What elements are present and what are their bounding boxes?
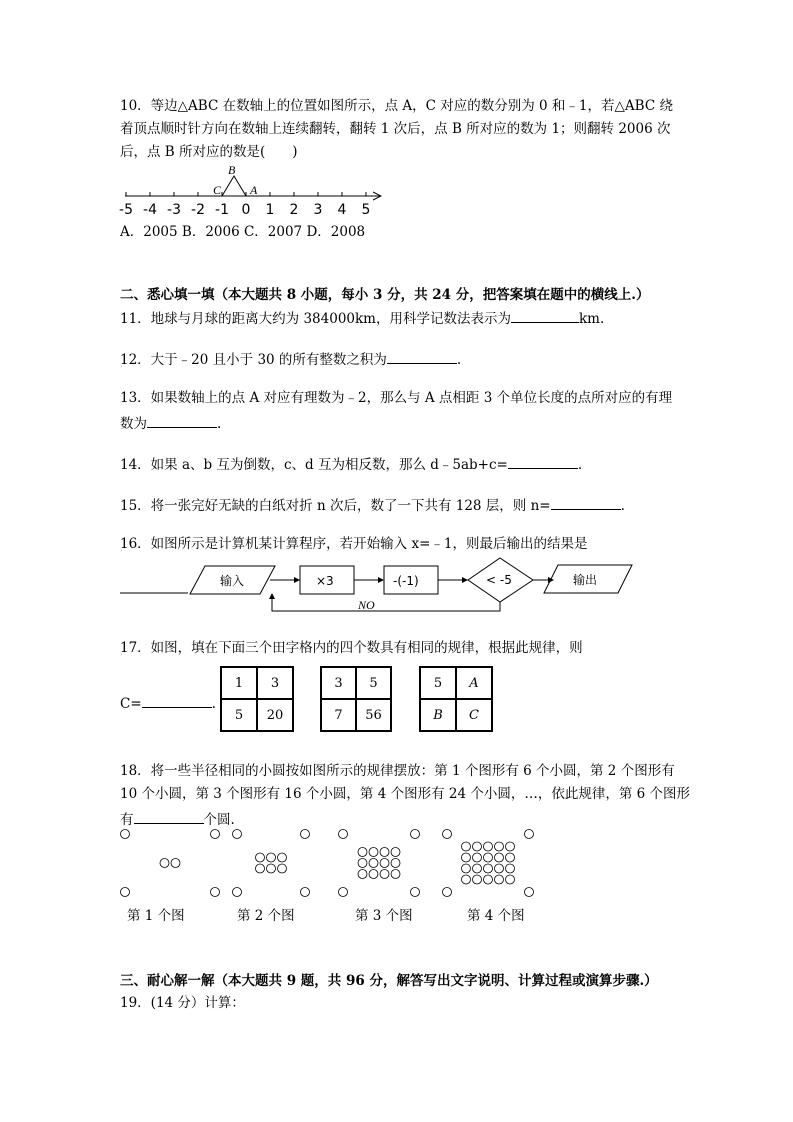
grid3-cell: C xyxy=(456,699,492,731)
grid1-cell: 5 xyxy=(221,699,257,731)
q13-line2 xyxy=(120,413,221,432)
small-circle xyxy=(233,830,242,839)
grid1-cell: 20 xyxy=(257,699,293,731)
q10-line3: 后，点 B 所对应的数是( ) xyxy=(120,144,298,160)
grid-3 xyxy=(419,666,493,732)
number-line-tick-label: 2 xyxy=(289,202,299,218)
q14-tail: . xyxy=(577,457,583,473)
grid-1 xyxy=(220,666,294,732)
grid3-cell: B xyxy=(420,699,456,731)
small-circle xyxy=(484,875,493,884)
small-circle xyxy=(525,830,534,839)
small-circle xyxy=(358,848,367,857)
q10-line1: 10．等边△ABC 在数轴上的位置如图所示，点 A，C 对应的数分别为 0 和﹣1，若△ABC 绕 xyxy=(120,98,673,114)
q11-text: 11．地球与月球的距离大约为 384000km，用科学记数法表示为 xyxy=(120,311,511,327)
small-circle xyxy=(301,888,310,897)
small-circle xyxy=(391,859,400,868)
small-circle xyxy=(369,848,378,857)
small-circle xyxy=(369,870,378,879)
q13-line1: 13．如果数轴上的点 A 对应有理数为﹣2，那么与 A 点相距 3 个单位长度的点所对应的有理 xyxy=(120,390,673,406)
q14-blank[interactable] xyxy=(508,454,578,469)
small-circle xyxy=(506,864,515,873)
q18-tail: 个圆. xyxy=(203,812,235,828)
small-circle xyxy=(380,848,389,857)
small-circle xyxy=(462,875,471,884)
number-line-tick-label: 3 xyxy=(313,202,323,218)
q13-tail: . xyxy=(217,416,222,432)
small-circle xyxy=(495,853,504,862)
small-circle xyxy=(267,853,276,862)
q15 xyxy=(120,495,625,514)
small-circle xyxy=(339,830,348,839)
small-circle xyxy=(473,875,482,884)
grid3-cell: A xyxy=(456,667,492,699)
q17-tail: . xyxy=(211,696,216,712)
caption-fig2: 第 2 个图 xyxy=(237,908,295,924)
small-circle xyxy=(473,853,482,862)
caption-fig4: 第 4 个图 xyxy=(467,908,525,924)
flow-no-label: NO xyxy=(358,598,375,612)
q11 xyxy=(120,308,604,327)
q10-line2: 着顶点顺时针方向在数轴上连续翻转，翻转 1 次后，点 B 所对应的数为 1；则翻转 2006 次 xyxy=(120,121,671,137)
small-circle xyxy=(380,870,389,879)
small-circle xyxy=(462,853,471,862)
small-circle xyxy=(495,875,504,884)
q18-line2: 10 个小圆，第 3 个图形有 16 个小圆，第 4 个图形有 24 个小圆，…，依此规律，第 6 个图形 xyxy=(120,786,691,802)
q17-blank[interactable] xyxy=(142,693,212,708)
point-a-label: A xyxy=(250,183,258,197)
q16-text: 16．如图所示是计算机某计算程序，若开始输入 x=﹣1，则最后输出的结果是 xyxy=(120,536,588,552)
small-circle xyxy=(411,830,420,839)
flow-times3-label: ×3 xyxy=(316,574,334,588)
q15-text: 15．将一张完好无缺的白纸对折 n 次后，数了一下共有 128 层，则 n= xyxy=(120,498,551,514)
small-circle xyxy=(121,830,130,839)
flow-minus-label: -(-1) xyxy=(393,574,419,588)
small-circle xyxy=(411,888,420,897)
small-circle xyxy=(369,859,378,868)
number-line-figure xyxy=(115,162,395,222)
small-circle xyxy=(506,875,515,884)
small-circle xyxy=(484,864,493,873)
number-line-tick-label: -5 xyxy=(119,202,133,218)
small-circle xyxy=(278,864,287,873)
q13-text: 数为 xyxy=(120,416,147,432)
q18-text: 有 xyxy=(120,812,134,828)
number-line-tick-label: -1 xyxy=(215,202,229,218)
number-line-tick-label: 1 xyxy=(265,202,275,218)
caption-fig1: 第 1 个图 xyxy=(127,908,185,924)
grid2-cell: 3 xyxy=(321,667,356,699)
small-circle xyxy=(278,853,287,862)
small-circle xyxy=(495,842,504,851)
q11-tail: km. xyxy=(579,311,605,327)
small-circle xyxy=(506,842,515,851)
small-circle xyxy=(171,859,180,868)
number-line-tick-label: -3 xyxy=(167,202,181,218)
q12 xyxy=(120,349,461,368)
small-circle xyxy=(495,864,504,873)
small-circle xyxy=(391,848,400,857)
point-c-label: C xyxy=(213,183,222,197)
q19-text: 19．(14 分）计算： xyxy=(120,995,245,1011)
q17-label: C= xyxy=(120,696,142,712)
small-circle xyxy=(484,842,493,851)
q14-text: 14．如果 a、b 互为倒数，c、d 互为相反数，那么 d﹣5ab+c= xyxy=(120,457,508,473)
flow-input-label: 输入 xyxy=(220,574,245,588)
flowchart xyxy=(118,558,638,618)
flow-output-label: 输出 xyxy=(573,573,598,587)
small-circle xyxy=(339,888,348,897)
grid2-cell: 7 xyxy=(321,699,356,731)
small-circle xyxy=(462,842,471,851)
q14 xyxy=(120,454,582,473)
q18-blank[interactable] xyxy=(134,809,204,824)
small-circle xyxy=(473,864,482,873)
small-circle xyxy=(211,888,220,897)
small-circle xyxy=(256,864,265,873)
point-b-label: B xyxy=(228,163,236,177)
q12-tail: . xyxy=(456,352,462,368)
small-circle xyxy=(233,888,242,897)
q11-blank[interactable] xyxy=(511,308,579,323)
small-circle xyxy=(391,870,400,879)
small-circle xyxy=(525,888,534,897)
number-line-tick-label: 5 xyxy=(361,202,371,218)
q13-blank[interactable] xyxy=(147,413,217,428)
small-circle xyxy=(484,853,493,862)
small-circle xyxy=(380,859,389,868)
grid-2 xyxy=(320,666,392,732)
small-circle xyxy=(443,830,452,839)
section2-heading: 二、悉心填一填（本大题共 8 小题，每小 3 分，共 24 分，把答案填在题中的横线上.） xyxy=(120,287,650,303)
number-line-tick-label: 0 xyxy=(241,202,251,218)
small-circle xyxy=(160,859,169,868)
flow-condition-label: < -5 xyxy=(486,573,512,587)
q15-tail: . xyxy=(620,498,625,514)
small-circle xyxy=(267,864,276,873)
grid2-cell: 56 xyxy=(356,699,391,731)
q15-blank[interactable] xyxy=(551,495,621,510)
small-circle xyxy=(121,888,130,897)
small-circle xyxy=(211,830,220,839)
grid3-cell: 5 xyxy=(420,667,456,699)
small-circle xyxy=(443,888,452,897)
number-line-tick-label: -2 xyxy=(191,202,205,218)
small-circle xyxy=(506,853,515,862)
number-line-tick-label: -4 xyxy=(143,202,157,218)
grid1-cell: 1 xyxy=(221,667,257,699)
q12-blank[interactable] xyxy=(387,349,457,364)
small-circle xyxy=(473,842,482,851)
small-circle xyxy=(358,859,367,868)
number-line-tick-label: 4 xyxy=(337,202,347,218)
q17-answer xyxy=(120,693,216,712)
q12-text: 12．大于﹣20 且小于 30 的所有整数之积为 xyxy=(120,352,387,368)
small-circle xyxy=(358,870,367,879)
small-circle xyxy=(256,853,265,862)
small-circle xyxy=(462,864,471,873)
grid1-cell: 3 xyxy=(257,667,293,699)
small-circle xyxy=(301,830,310,839)
caption-fig3: 第 3 个图 xyxy=(355,908,413,924)
section3-heading: 三、耐心解一解（本大题共 9 题，共 96 分，解答写出文字说明、计算过程或演算步骤.） xyxy=(120,973,658,989)
q10-options: A．2005 B．2006 C．2007 D．2008 xyxy=(120,224,366,240)
q17-text: 17．如图，填在下面三个田字格内的四个数具有相同的规律，根据此规律，则 xyxy=(120,640,583,656)
grid2-cell: 5 xyxy=(356,667,391,699)
circle-patterns xyxy=(118,826,538,898)
q18-line1: 18．将一些半径相同的小圆按如图所示的规律摆放：第 1 个图形有 6 个小圆，第 2 个图形有 xyxy=(120,763,675,779)
